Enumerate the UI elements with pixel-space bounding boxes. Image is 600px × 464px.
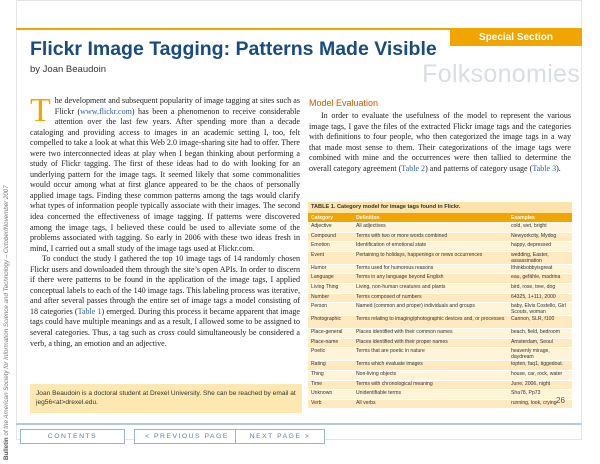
eval-text-a: In order to evaluate the usefulness of the model to represent the various image tags, I gave the files of the extracted Flickr image tags and the categories with definitions to four people, who then categorized the image tags in a way that made most sense to them. Their categorizations of the image tags were combined with mine and the occurrences were then tallied to determine the overall category agreement (	[309, 111, 571, 173]
next-page-button[interactable]: NEXT PAGE >	[235, 429, 325, 444]
table-row	[308, 316, 572, 329]
header-examples: Examples	[511, 215, 535, 221]
table-cell-definition: Places identified with their proper names	[356, 338, 448, 345]
table-cell-examples: Cannon, SLR, f100	[511, 316, 555, 323]
table-cell-examples: June, 2006, night	[511, 380, 551, 387]
table-row	[308, 303, 572, 316]
table-cell-definition: Terms relating to imaging/photographic devices and, or processes	[356, 316, 505, 323]
table-caption: TABLE 1. Category model for image tags found in Flickr.	[308, 202, 572, 213]
table-cell-category: Language	[311, 274, 334, 281]
table-cell-category: Humor	[311, 264, 327, 271]
table-cell-definition: Terms in any language beyond English	[356, 274, 444, 281]
table-row	[308, 329, 572, 339]
evaluation-paragraph	[309, 111, 571, 174]
table-cell-examples: eau, gefähle, madrina	[511, 274, 561, 281]
left-column	[30, 92, 300, 349]
nav-rule	[16, 423, 582, 425]
table-row	[308, 223, 572, 233]
table-cell-examples: house, car, rock, water	[511, 370, 563, 377]
table-cell-definition: Terms used for humorous reasons	[356, 264, 434, 271]
table2-link[interactable]: Table 2	[401, 163, 426, 173]
table-cell-category: Number	[311, 293, 330, 300]
author-bio: Joan Beaudoin is a doctoral student at Drexel University. She can be reached by email at jeg56<at>drexel.edu.	[30, 384, 302, 413]
model-evaluation-heading: Model Evaluation	[309, 98, 379, 108]
p1-text-b: ) has been a phenomenon to receive considerable attention over the last few years. After spending more than a decade cataloging and providing access to images in an academic setting I, too, felt compelled to take a look at what this Web 2.0 image-sharing site had to offer. There were two interconnected ideas at play when I began thinking about performing a study of Flickr tagging. The first of these ideas had to do with looking for an underlying pattern for the image tags. It seemed likely that some commonalities would occur among what at first glance appeared to be the chaos of personally applied image tags. Finding these common patterns among the tags would clarify what types of information people typically associate with their images. The second idea concerned the effectiveness of image tagging. If patterns were discovered among the image tags, I believed these could be used to alleviate some of the problems associated with tagging. So early in 2006 with these two ideas fresh in mind, I carried out a small study of the image tags used at Flickr.com.	[30, 106, 300, 253]
table-row	[308, 381, 572, 391]
table-cell-category: Rating	[311, 361, 326, 368]
table-row	[308, 252, 572, 265]
table-cell-category: Thing	[311, 370, 324, 377]
table-cell-category: Living Thing	[311, 283, 339, 290]
table-cell-definition: Places identified with their common names	[356, 329, 453, 336]
table-row	[308, 294, 572, 304]
table-cell-category: Verb	[311, 399, 322, 406]
side-text-bold: Bulletin	[3, 437, 10, 460]
article-title: Flickr Image Tagging: Patterns Made Visible	[30, 38, 437, 60]
contents-button[interactable]: CONTENTS	[20, 429, 125, 444]
table-cell-definition: Identification of emotional state	[356, 242, 427, 249]
byline: by Joan Beaudoin	[30, 64, 107, 75]
p2-text-c: could simultaneously be considered a verb, a thing, an emotion and an adjective.	[30, 328, 300, 348]
table-cell-examples: bird, rose, tree, dog	[511, 283, 556, 290]
table-cell-definition: Terms with chronological meaning	[356, 380, 433, 387]
table-cell-definition: All verbs	[356, 399, 376, 406]
table-row	[308, 284, 572, 294]
table-row	[308, 339, 572, 349]
table-cell-examples: baby, Elvis Costello, Girl Scouts, woman	[511, 303, 566, 316]
table-cell-examples: happy, depressed	[511, 242, 552, 249]
table-cell-category: Photographic	[311, 316, 342, 323]
eval-text-c: ).	[556, 163, 561, 173]
table-row	[308, 361, 572, 371]
header-category: Category	[311, 215, 334, 221]
table-cell-definition: All adjectives	[356, 223, 386, 229]
table-cell-category: Person	[311, 303, 328, 310]
table1-link[interactable]: Table 1	[77, 306, 102, 316]
table-body	[308, 223, 572, 409]
table-cell-category: Adjective	[311, 223, 332, 229]
p2-text-a: To conduct the study I gathered the top 10 image tags of 14 randomly chosen Flickr users and downloaded them through the site’s open APIs. In order to discern if there were patterns to be found in the application of the image tags, I applied conceptual labels to each of the 140 image tags. This labeling process was iterative, and after several passes through the entire set of image tags a model consisting of 18 categories (	[30, 254, 300, 316]
table-cell-examples: beach, field, bedroom	[511, 329, 560, 336]
table-cell-examples: wedding, Easter, assassination	[511, 251, 549, 264]
table-cell-category: Place-general	[311, 329, 343, 336]
dropcap: T	[30, 92, 51, 129]
table-cell-examples: Ithinkbobbyisgreat	[511, 264, 553, 271]
table-cell-definition: Terms composed of numbers	[356, 293, 422, 300]
p2-emphasis: cross	[157, 328, 175, 338]
section-tag: Special Section	[450, 30, 582, 46]
table-cell-category: Emotion	[311, 242, 330, 249]
table-cell-examples: Amsterdam, Seoul	[511, 338, 553, 345]
eval-text-b: ) and patterns of category usage (	[425, 163, 533, 173]
table-cell-definition: Terms with two or more words combined	[356, 232, 448, 239]
table-cell-category: Compound	[311, 232, 336, 239]
table-row	[308, 274, 572, 284]
category-table	[308, 202, 572, 409]
table-cell-category: Unknown	[311, 390, 333, 397]
table-cell-definition: Pertaining to holidays, happenings or news occurrences	[356, 251, 483, 258]
folksonomies-watermark: Folksonomies	[422, 60, 580, 88]
table-row	[308, 265, 572, 275]
table-row	[308, 233, 572, 243]
table-cell-category: Place-name	[311, 338, 339, 345]
table-cell-definition: Terms which evaluate images	[356, 361, 423, 368]
table-row	[308, 348, 572, 361]
p2-text-b: ) emerged. During this process it became apparent that image tags could have multiple meanings and as a result, I allowed some to be assigned to several categories. Thus, a tag such as	[30, 306, 300, 338]
table-cell-examples: cold, wet, bright	[511, 223, 547, 229]
table-cell-definition: Living, non-human creatures and plants	[356, 283, 446, 290]
vertical-bulletin-text	[3, 120, 13, 464]
p1-text-a: he development and subsequent popularity of image tagging at sites such as Flickr (	[54, 96, 300, 116]
table-header-row	[308, 213, 572, 223]
table-cell-definition: Non-living objects	[356, 370, 397, 377]
table-cell-examples: 64325, 1+111, 2000	[511, 293, 556, 300]
page-number: 26	[556, 396, 565, 405]
table-cell-category: Event	[311, 251, 325, 258]
table-row	[308, 242, 572, 252]
table3-link[interactable]: Table 3	[532, 163, 557, 173]
previous-page-button[interactable]: < PREVIOUS PAGE	[134, 429, 240, 444]
table-cell-definition: Named (common and proper) individuals and groups	[356, 303, 475, 310]
table-cell-examples: Sha78, Pp73	[511, 390, 541, 397]
right-column	[309, 98, 571, 174]
table-cell-examples: Newyorkcity, Mydog	[511, 232, 557, 239]
table-row	[308, 371, 572, 381]
table-cell-category: Poetic	[311, 348, 326, 355]
side-text-rest: of the American Society for Information Science and Technology – October/November 2007	[3, 185, 10, 438]
paragraph-1	[30, 92, 300, 254]
table-cell-examples: heavenly mirage, daydream	[511, 348, 550, 361]
header-definition: Definition	[356, 215, 380, 221]
table-cell-category: Time	[311, 380, 323, 387]
table-cell-definition: Terms that are poetic in nature	[356, 348, 425, 355]
table-cell-definition: Unidentifiable terms	[356, 390, 402, 397]
paragraph-2	[30, 254, 300, 349]
flickr-link[interactable]: www.flickr.com	[80, 106, 132, 116]
table-cell-examples: running, look, crying	[511, 399, 557, 406]
table-cell-examples: topten, faq1, tiggedout.	[511, 361, 564, 368]
table-row	[308, 400, 572, 410]
table-row	[308, 390, 572, 400]
side-strip	[0, 0, 14, 464]
